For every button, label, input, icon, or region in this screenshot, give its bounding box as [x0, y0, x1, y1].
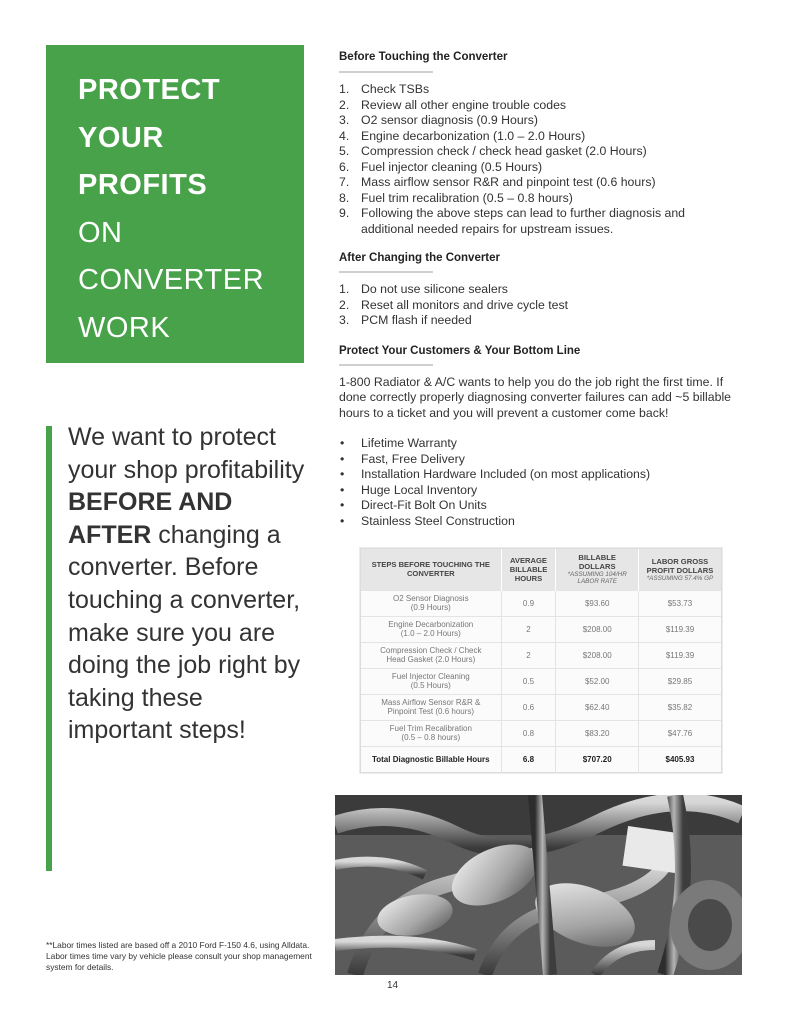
after-steps-list	[339, 282, 739, 329]
table-cell: O2 Sensor Diagnosis (0.9 Hours)	[361, 590, 501, 616]
list-item-text: Following the above steps can lead to further diagnosis and additional needed repairs for upstream issues.	[361, 206, 686, 236]
table-cell: $93.60	[556, 590, 639, 616]
list-number: 4.	[339, 128, 350, 143]
table-cell: 0.6	[501, 694, 556, 720]
list-item-text: Review all other engine trouble codes	[361, 97, 567, 112]
list-item	[339, 436, 739, 452]
list-item	[339, 160, 739, 176]
list-item-text: Mass airflow sensor R&R and pinpoint test (0.6 hours)	[361, 175, 656, 189]
photo-illustration	[335, 795, 742, 975]
list-item-text: Check TSBs	[361, 82, 430, 96]
list-item	[339, 467, 739, 483]
bullet-icon: •	[340, 436, 345, 450]
list-item-text: Direct-Fit Bolt On Units	[361, 498, 487, 512]
table-cell: 2	[501, 616, 556, 642]
list-item	[339, 483, 739, 499]
labor-footnote: **Labor times listed are based off a 2010 Ford F-150 4.6, using Alldata. Labor times time vary by vehicle please consult your shop management system for details.	[46, 940, 312, 972]
list-item	[339, 129, 739, 145]
quote-accent-bar	[46, 426, 52, 871]
table-cell: $208.00	[556, 642, 639, 668]
list-number: 5.	[339, 144, 350, 158]
list-number: 8.	[339, 190, 350, 205]
table-cell: 6.8	[501, 746, 556, 773]
list-item	[339, 206, 739, 237]
table-cell: $62.40	[556, 694, 639, 720]
list-number: 1.	[339, 282, 350, 296]
list-item	[339, 175, 739, 191]
header-label: LABOR GROSS PROFIT DOLLARS	[646, 556, 714, 575]
table-cell: $53.73	[638, 590, 721, 616]
list-item	[339, 282, 739, 298]
table-cell: $119.39	[638, 616, 721, 642]
list-item-text: Huge Local Inventory	[361, 482, 478, 497]
after-section-title: After Changing the Converter	[339, 252, 501, 264]
title-line: YOUR	[78, 121, 164, 154]
list-number: 2.	[339, 297, 350, 312]
list-item	[339, 514, 739, 530]
list-item-text: Fuel injector cleaning (0.5 Hours)	[361, 159, 543, 174]
table-cell: $52.00	[556, 668, 639, 694]
table-cell: Fuel Injector Cleaning (0.5 Hours)	[361, 668, 501, 694]
list-item	[339, 298, 739, 314]
quote-text-2: changing a converter. Before touching a converter, make sure you are doing the job right by taking these important steps!	[68, 520, 301, 745]
list-item	[339, 82, 739, 98]
table-cell: $35.82	[638, 694, 721, 720]
labor-table-card	[360, 548, 722, 773]
table-cell: $47.76	[638, 720, 721, 746]
table-row	[361, 720, 721, 746]
list-number: 3.	[339, 313, 350, 327]
header-note: *ASSUMING 57.4% GP	[646, 574, 714, 582]
title-line: PROFITS	[78, 169, 208, 201]
quote-text-1: We want to protect your shop profitability	[68, 423, 305, 484]
table-row	[361, 616, 721, 642]
table-cell: $83.20	[556, 720, 639, 746]
list-number: 6.	[339, 159, 350, 174]
table-cell: Fuel Trim Recalibration (0.5 – 0.8 hours)	[361, 720, 501, 746]
bullet-icon: •	[340, 467, 345, 481]
section-divider	[339, 271, 433, 273]
table-header-cell	[501, 549, 556, 590]
table-row	[361, 668, 721, 694]
list-item-text: Fuel trim recalibration (0.5 – 0.8 hours)	[361, 190, 573, 205]
table-cell: $707.20	[556, 746, 639, 773]
list-item	[339, 98, 739, 114]
table-cell: 0.8	[501, 720, 556, 746]
list-item	[339, 113, 739, 129]
list-item	[339, 191, 739, 207]
converter-pile-photo	[335, 795, 742, 975]
list-item	[339, 313, 739, 329]
list-number: 1.	[339, 82, 350, 96]
bullet-icon: •	[340, 513, 345, 528]
benefits-list	[339, 436, 739, 529]
table-row	[361, 590, 721, 616]
list-item	[339, 452, 739, 468]
list-item	[339, 498, 739, 514]
header-label: BILLABLE DOLLARS	[578, 553, 616, 572]
table-cell: Engine Decarbonization (1.0 – 2.0 Hours)	[361, 616, 501, 642]
table-header-row	[361, 549, 721, 590]
table-cell: Mass Airflow Sensor R&R & Pinpoint Test (0.6 hours)	[361, 694, 501, 720]
title-line: ON	[78, 216, 123, 249]
table-cell: 2	[501, 642, 556, 668]
list-item-text: Stainless Steel Construction	[361, 513, 515, 528]
table-cell: $29.85	[638, 668, 721, 694]
table-total-row	[361, 746, 721, 773]
table-cell: $208.00	[556, 616, 639, 642]
pull-quote	[68, 421, 308, 747]
table-cell: Total Diagnostic Billable Hours	[361, 746, 501, 773]
table-cell: 0.9	[501, 590, 556, 616]
bullet-icon: •	[340, 451, 345, 466]
table-row	[361, 694, 721, 720]
protect-paragraph: 1-800 Radiator & A/C wants to help you do the job right the first time. If done correctly properly diagnosing converter failures can add ~5 billable hours to a ticket and you will prevent a customer come back!	[339, 375, 732, 420]
labor-table	[361, 549, 721, 773]
list-item-text: Fast, Free Delivery	[361, 451, 465, 466]
page-number: 14	[387, 980, 399, 991]
list-number: 9.	[339, 206, 350, 220]
header-note: *ASSUMING 104/HR LABOR RATE	[567, 571, 627, 586]
section-divider	[339, 71, 433, 73]
bullet-icon: •	[340, 498, 345, 512]
list-number: 3.	[339, 113, 350, 127]
title-line: PROTECT	[78, 74, 221, 106]
table-cell: Compression Check / Check Head Gasket (2.0 Hours)	[361, 642, 501, 668]
list-number: 2.	[339, 97, 350, 112]
list-item-text: PCM flash if needed	[361, 313, 472, 327]
list-item-text: Compression check / check head gasket (2.0 Hours)	[361, 144, 647, 158]
list-item-text: Lifetime Warranty	[361, 436, 457, 450]
section-divider	[339, 364, 433, 366]
before-section-title: Before Touching the Converter	[339, 51, 508, 63]
table-cell: $119.39	[638, 642, 721, 668]
table-cell: 0.5	[501, 668, 556, 694]
table-row	[361, 642, 721, 668]
bullet-icon: •	[340, 482, 345, 497]
title-line: WORK	[78, 311, 171, 344]
table-header-cell	[638, 549, 721, 590]
title-panel	[46, 45, 304, 363]
title-line: CONVERTER	[78, 264, 265, 296]
table-cell: $405.93	[638, 746, 721, 773]
list-item-text: O2 sensor diagnosis (0.9 Hours)	[361, 113, 539, 127]
list-item-text: Reset all monitors and drive cycle test	[361, 297, 569, 312]
protect-section-title: Protect Your Customers & Your Bottom Line	[339, 345, 581, 357]
header-label: AVERAGE BILLABLE HOURS	[509, 555, 548, 583]
table-body	[361, 590, 721, 773]
list-item-text: Installation Hardware Included (on most applications)	[361, 467, 651, 481]
table-header-cell	[556, 549, 639, 590]
list-item-text: Do not use silicone sealers	[361, 282, 508, 296]
before-steps-list	[339, 82, 739, 237]
list-item-text: Engine decarbonization (1.0 – 2.0 Hours)	[361, 128, 586, 143]
quote-emphasis: BEFORE AND AFTER	[68, 488, 233, 549]
list-number: 7.	[339, 175, 350, 189]
table-header-cell	[361, 549, 501, 590]
list-item	[339, 144, 739, 160]
header-label: STEPS BEFORE TOUCHING THE CONVERTER	[371, 560, 490, 579]
